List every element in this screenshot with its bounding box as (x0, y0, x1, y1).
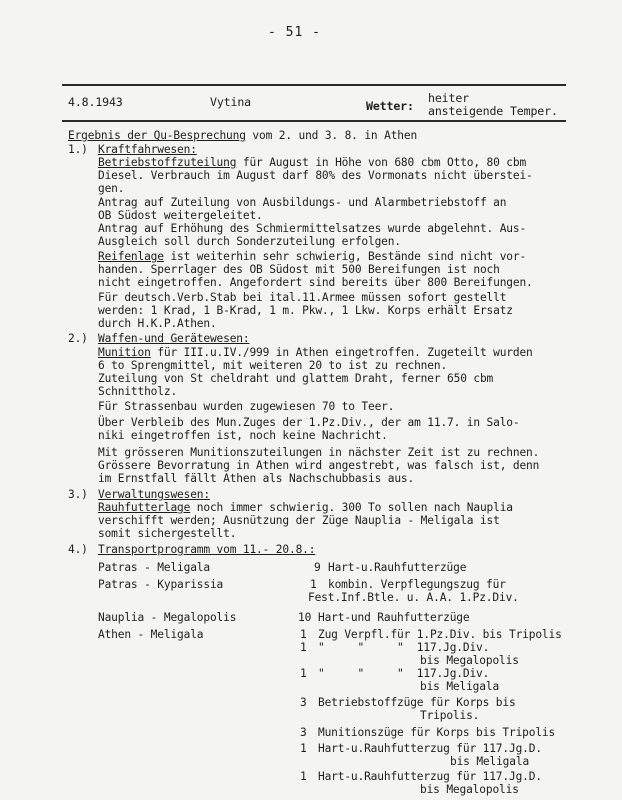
train-count: 1 (300, 770, 307, 783)
s2-p1-line1-rest: für III.u.IV./999 in Athen eingetroffen. Zugeteilt wurden (150, 346, 533, 359)
train-description-cont: Fest.Inf.Btle. u. A.A. 1.Pz.Div. (308, 591, 519, 604)
header-rule (62, 120, 566, 122)
s1-p1-line3: gen. (98, 182, 125, 195)
s1-p1-line1-rest: für August in Höhe von 680 cbm Otto, 80 cbm (236, 156, 527, 169)
route-label: Patras - Meligala (98, 561, 210, 574)
entry-place: Vytina (210, 95, 251, 109)
page-number: - 51 - (268, 25, 321, 40)
train-description: Betriebstoffzüge für Korps bis (318, 696, 516, 709)
section-2-title: Waffen-und Gerätewesen: (98, 332, 250, 345)
train-description: Hart-u.Rauhfutterzug für 117.Jg.D. (318, 742, 542, 755)
s1-p2-line1: Antrag auf Zuteilung von Ausbildungs- und Alarmbetriebstoff an (98, 196, 507, 209)
train-description: kombin. Verpflegungszug für (328, 578, 506, 591)
train-count: 9 (314, 561, 321, 574)
fuel-allocation-term: Betriebstoffzuteilung (98, 156, 237, 169)
s2-p4-line2: Grössere Bevorratung in Athen wird angestrebt, was falsch ist, denn (98, 459, 540, 472)
train-count: 1 (310, 578, 317, 591)
section-4-number: 4.) (68, 543, 88, 556)
meeting-heading (68, 129, 417, 142)
weather-line-2: ansteigende Temper. (428, 104, 558, 118)
section-1-number: 1.) (68, 143, 88, 156)
train-count: 1 (300, 628, 307, 641)
s3-p1-line2: verschifft werden; Ausnützung der Züge Nauplia - Meligala ist (98, 514, 500, 527)
train-description: " " " 117.Jg.Div. (318, 641, 490, 654)
s2-p1-line3: Zuteilung von St cheldraht und glattem Draht, ferner 650 cbm (98, 372, 494, 385)
train-description: Hart-und Rauhfutterzüge (318, 611, 470, 624)
train-count: 1 (300, 667, 307, 680)
top-rule (62, 84, 566, 86)
tire-situation-term: Reifenlage (98, 250, 164, 263)
s1-p1-line2: Diesel. Verbrauch im August darf 80% des Vormonats nicht überstei- (98, 169, 533, 182)
section-4-title: Transportprogramm vom 11.- 20.8.: (98, 543, 316, 556)
s3-p1-line3: somit sichergestellt. (98, 527, 237, 540)
train-description-cont: bis Meligala (450, 755, 530, 768)
train-description: Zug Verpfl.für 1.Pz.Div. bis Tripolis (318, 628, 562, 641)
s2-p1-line2: 6 to Sprengmittel, mit weiteren 20 to ist zu rechnen. (98, 359, 448, 372)
s2-p1-line1 (98, 346, 533, 359)
route-label: Athen - Meligala (98, 628, 204, 641)
section-2-number: 2.) (68, 332, 88, 345)
s2-p4-line1: Mit grösseren Munitionszuteilungen in nächster Zeit ist zu rechnen. (98, 446, 540, 459)
train-description-cont: bis Megalopolis (420, 654, 519, 667)
train-description: Munitionszüge für Korps bis Tripolis (318, 726, 556, 739)
s1-p5-line3: durch H.K.P.Athen. (98, 317, 217, 330)
s1-p2-line2: OB Südost weitergeleitet. (98, 209, 263, 222)
s1-p4-line2: handen. Sperrlager des OB Südost mit 500 Bereifungen ist noch (98, 263, 500, 276)
s1-p5-line2: werden: 1 Krad, 1 B-Krad, 1 m. Pkw., 1 Lkw. Korps erhält Ersatz (98, 304, 513, 317)
train-description: Hart-u.Rauhfutterzug für 117.Jg.D. (318, 770, 542, 783)
s2-p1-line4: Schnittholz. (98, 385, 178, 398)
train-description: Hart-u.Rauhfutterzüge (328, 561, 467, 574)
train-count: 1 (300, 641, 307, 654)
train-description-cont: bis Meligala (420, 680, 500, 693)
s3-p1-line1-rest: noch immer schwierig. 300 To sollen nach Nauplia (190, 501, 513, 514)
section-3-title: Verwaltungswesen: (98, 488, 210, 501)
s2-p3-line2: niki eingetroffen ist, noch keine Nachricht. (98, 429, 388, 442)
roughage-term: Rauhfutterlage (98, 501, 191, 514)
section-3-number: 3.) (68, 488, 88, 501)
meeting-heading-underlined: Ergebnis der Qu-Besprechung (68, 129, 246, 142)
s1-p4-line3: nicht eingetroffen. Angefordert sind bereits über 800 Bereifungen. (98, 276, 533, 289)
train-count: 10 (298, 611, 312, 624)
train-count: 3 (300, 696, 307, 709)
section-1-title: Kraftfahrwesen: (98, 143, 197, 156)
train-count: 3 (300, 726, 307, 739)
train-description-cont: bis Megalopolis (420, 783, 519, 796)
s2-p4-line3: im Ernstfall fällt Athen als Nachschubbasis aus. (98, 472, 415, 485)
route-label: Nauplia - Megalopolis (98, 611, 237, 624)
train-description-cont: Tripolis. (420, 709, 480, 722)
route-label: Patras - Kyparissia (98, 578, 224, 591)
meeting-heading-rest: vom 2. und 3. 8. in Athen (245, 129, 418, 142)
s1-p5-line1: Für deutsch.Verb.Stab bei ital.11.Armee müssen sofort gestellt (98, 291, 507, 304)
weather-label: Wetter: (366, 99, 414, 113)
s2-p3-line1: Über Verbleib des Mun.Zuges der 1.Pz.Div., der am 11.7. in Salo- (98, 416, 520, 429)
s2-p2-line1: Für Strassenbau wurden zugewiesen 70 to Teer. (98, 400, 395, 413)
s1-p3-line1: Antrag auf Erhöhung des Schmiermittelsatzes wurde abgelehnt. Aus- (98, 222, 527, 235)
s1-p3-line2: Ausgleich soll durch Sonderzuteilung erfolgen. (98, 235, 401, 248)
ammunition-term: Munition (98, 346, 151, 359)
s1-p4-line1 (98, 250, 526, 263)
train-count: 1 (300, 742, 307, 755)
s1-p4-line1-rest: ist weiterhin sehr schwierig, Bestände sind nicht vor- (163, 250, 527, 263)
train-description: " " " 117.Jg.Div. (318, 667, 490, 680)
s1-p1-line1 (98, 156, 526, 169)
weather-line-1: heiter (428, 91, 469, 105)
s3-p1-line1 (98, 501, 513, 514)
entry-date: 4.8.1943 (68, 95, 123, 109)
